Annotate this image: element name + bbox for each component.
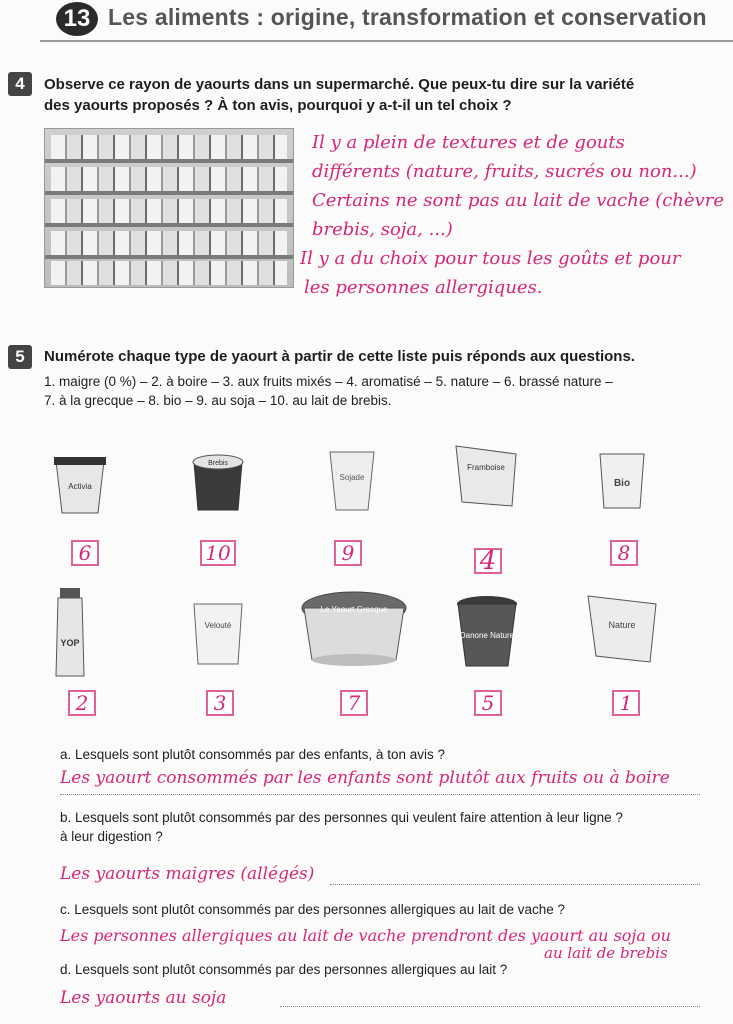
answer-c-line-1: Les personnes allergiques au lait de vache prendront des yaourt au soja ou	[60, 926, 671, 945]
product-label: Danone Nature	[459, 631, 515, 640]
question-b-line-1: b. Lesquels sont plutôt consommés par des personnes qui veulent faire attention à leur ligne ?	[60, 810, 623, 825]
answer-d: Les yaourts au soja	[60, 988, 227, 1008]
page-title: Les aliments : origine, transformation et conservation	[108, 4, 707, 30]
yogurt-type-list	[44, 372, 613, 410]
handwritten-number: 4	[479, 546, 497, 576]
yogurt-product-image	[50, 586, 110, 678]
yogurt-product-image	[188, 598, 248, 668]
answer-c-line-2: au lait de brebis	[544, 944, 668, 962]
question-d: d. Lesquels sont plutôt consommés par des personnes allergiques au lait ?	[60, 962, 508, 977]
product-label: Le Yaourt Grecque	[320, 605, 388, 614]
question-b-line-2: à leur digestion ?	[60, 829, 163, 844]
yogurt-product-image	[188, 452, 248, 514]
answer-line-b	[330, 884, 700, 885]
product-label: Velouté	[204, 621, 232, 630]
chapter-badge: 13	[56, 2, 98, 36]
answer-box[interactable]	[474, 548, 502, 574]
product-label: Brebis	[208, 460, 228, 467]
answer-line: les personnes allergiques.	[304, 277, 543, 298]
exercise-4-number: 4	[8, 72, 32, 96]
exercise-4-question-line-1: Observe ce rayon de yaourts dans un supermarché. Que peux-tu dire sur la variété	[44, 76, 635, 93]
answer-box[interactable]	[71, 540, 99, 566]
exercise-4-handwritten-answer	[300, 128, 724, 302]
product-label: Nature	[608, 620, 636, 630]
answer-box[interactable]	[334, 540, 362, 566]
answer-line: Certains ne sont pas au lait de vache (chèvre	[312, 190, 724, 211]
header-divider	[40, 40, 733, 42]
answer-line: Il y a du choix pour tous les goûts et pour	[300, 248, 681, 269]
answer-box[interactable]	[612, 690, 640, 716]
yogurt-product-image	[322, 446, 382, 508]
handwritten-number: 2	[75, 691, 89, 715]
supermarket-yogurt-photo	[44, 128, 294, 288]
answer-line: brebis, soja, ...)	[312, 219, 453, 240]
handwritten-number: 3	[213, 691, 227, 715]
yogurt-product-image	[584, 586, 660, 666]
answer-line: Il y a plein de textures et de gouts	[312, 132, 625, 153]
product-label: Bio	[613, 478, 631, 489]
answer-line-a	[60, 794, 700, 795]
answer-box[interactable]	[340, 690, 368, 716]
product-label: YOP	[60, 638, 80, 648]
answer-line-d	[280, 1006, 700, 1007]
product-label: Framboise	[467, 463, 505, 472]
answer-box[interactable]	[200, 540, 236, 566]
question-c: c. Lesquels sont plutôt consommés par des personnes allergiques au lait de vache ?	[60, 902, 566, 917]
answer-box[interactable]	[206, 690, 234, 716]
exercise-5-number: 5	[8, 345, 32, 369]
exercise-4-question-line-2: des yaourts proposés ? À ton avis, pourquoi y a-t-il un tel choix ?	[44, 97, 512, 114]
question-a: a. Lesquels sont plutôt consommés par des enfants, à ton avis ?	[60, 747, 445, 762]
answer-box[interactable]	[68, 690, 96, 716]
yogurt-product-image	[50, 455, 110, 517]
yogurt-product-image	[452, 594, 515, 670]
handwritten-number: 8	[617, 541, 631, 565]
question-b	[60, 808, 623, 846]
answer-box[interactable]	[474, 690, 502, 716]
handwritten-number: 6	[78, 541, 92, 565]
handwritten-number: 10	[205, 541, 231, 565]
answer-line: différents (nature, fruits, sucrés ou non...)	[312, 161, 697, 182]
exercise-4-question	[44, 74, 634, 116]
answer-b: Les yaourts maigres (allégés)	[60, 864, 315, 884]
handwritten-number: 9	[341, 541, 355, 565]
exercise-5-question: Numérote chaque type de yaourt à partir de cette liste puis réponds aux questions.	[44, 348, 635, 365]
handwritten-number: 1	[619, 691, 633, 715]
yogurt-product-image	[452, 440, 512, 502]
product-label: Sojade	[339, 473, 365, 482]
yogurt-product-image	[298, 588, 410, 668]
handwritten-number: 7	[347, 691, 361, 715]
yogurt-type-list-line-1: 1. maigre (0 %) – 2. à boire – 3. aux fruits mixés – 4. aromatisé – 5. nature – 6. brassé nature –	[44, 374, 613, 389]
answer-box[interactable]	[610, 540, 638, 566]
handwritten-number: 5	[481, 691, 495, 715]
product-label: Activia	[68, 482, 92, 491]
yogurt-type-list-line-2: 7. à la grecque – 8. bio – 9. au soja – 10. au lait de brebis.	[44, 393, 392, 408]
yogurt-product-image	[592, 446, 652, 508]
answer-a: Les yaourt consommés par les enfants sont plutôt aux fruits ou à boire	[60, 768, 670, 788]
